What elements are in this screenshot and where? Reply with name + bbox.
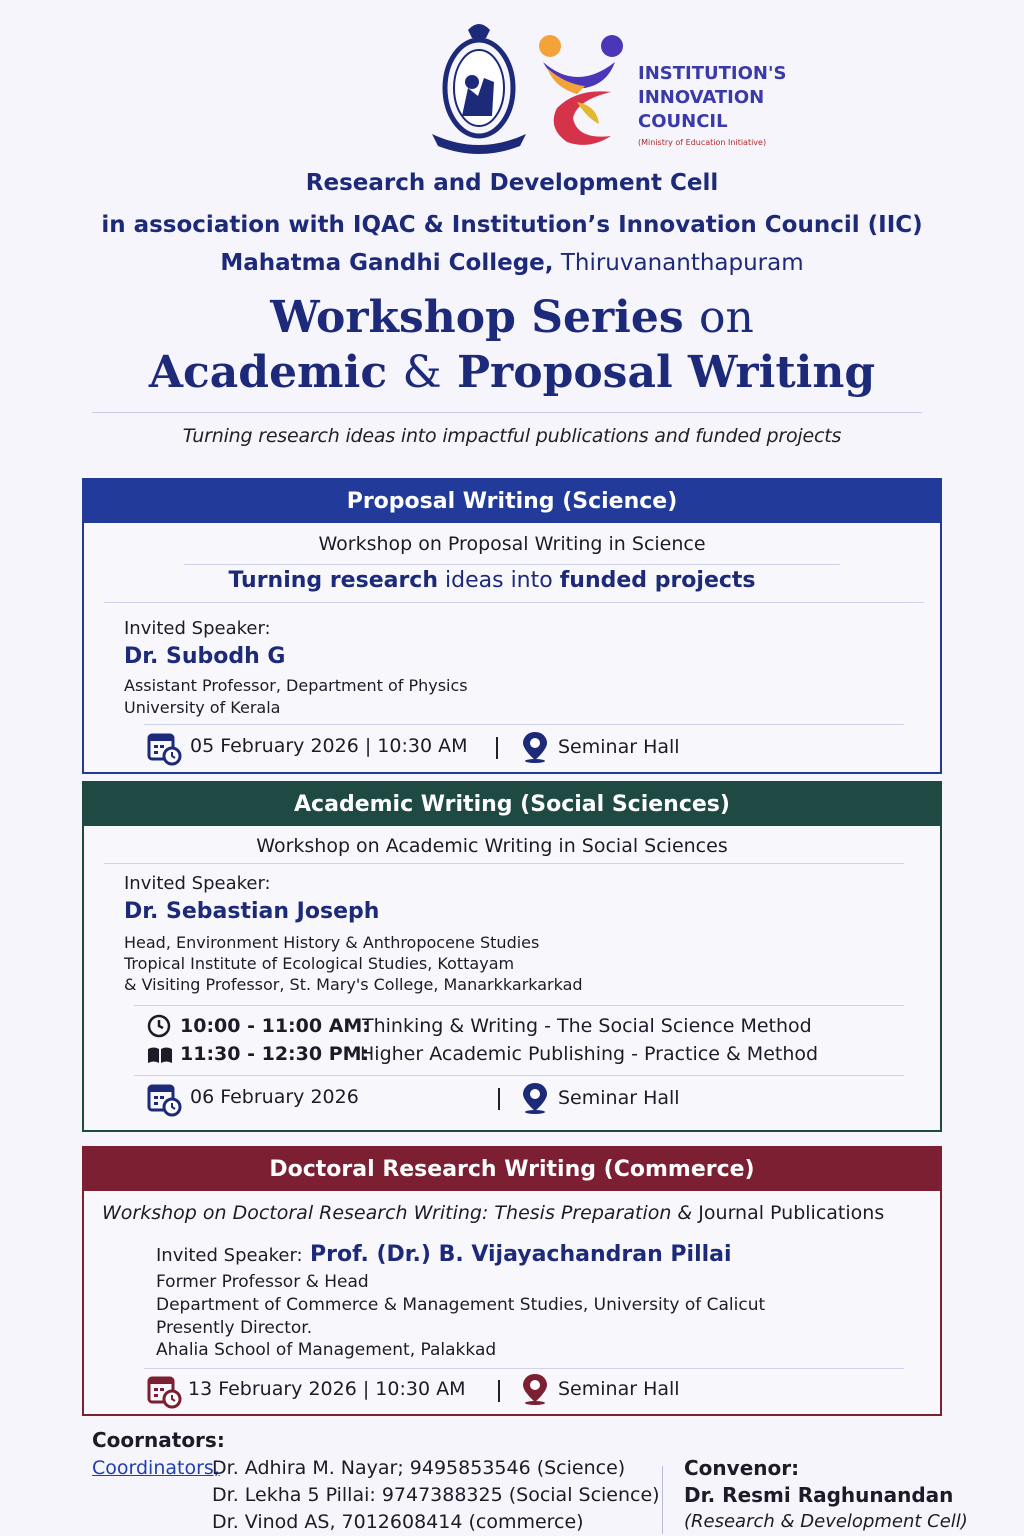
schedule-time: 11:30 - 12:30 PM:	[180, 1043, 370, 1065]
session-venue: Seminar Hall	[558, 1087, 680, 1109]
calendar-icon	[146, 730, 182, 766]
coordinators-heading: Coornators:	[92, 1428, 225, 1452]
iic-name: INSTITUTION'S INNOVATION COUNCIL	[638, 63, 787, 132]
separator	[498, 1088, 500, 1110]
schedule-topic: Higher Academic Publishing - Practice & Method	[360, 1043, 819, 1065]
session-subtitle: Workshop on Academic Writing in Social Sciences	[256, 835, 728, 857]
divider	[144, 1368, 904, 1369]
speaker-label: Invited Speaker:	[156, 1245, 303, 1266]
session-card-science	[82, 478, 942, 774]
session-date-time: 13 February 2026 | 10:30 AM	[188, 1378, 466, 1400]
page-title-line-2: Academic & Proposal Writing	[148, 347, 876, 398]
location-pin-icon	[520, 1081, 550, 1115]
speaker-affiliation: Head, Environment History & Anthropocene Studies	[124, 933, 540, 952]
coordinator-item: Dr. Lekha 5 Pillai: 9747388325 (Social Science)	[212, 1484, 660, 1506]
separator	[498, 1380, 500, 1402]
divider	[134, 1075, 904, 1076]
session-card-social-sciences	[82, 781, 942, 1132]
separator	[496, 737, 498, 759]
speaker-label: Invited Speaker:	[124, 873, 271, 894]
calendar-icon	[146, 1373, 182, 1409]
session-subtitle: Workshop on Proposal Writing in Science	[318, 533, 706, 555]
clock-icon	[146, 1013, 172, 1039]
footer-divider	[662, 1466, 663, 1534]
location-pin-icon	[520, 730, 550, 764]
coordinators-link[interactable]: Coordinators,	[92, 1457, 220, 1479]
convenor-heading: Convenor:	[684, 1456, 800, 1480]
speaker-name: Prof. (Dr.) B. Vijayachandran Pillai	[310, 1242, 732, 1267]
session-heading: Academic Writing (Social Sciences)	[84, 783, 940, 826]
speaker-affiliation: Assistant Professor, Department of Physics	[124, 676, 468, 695]
session-card-commerce	[82, 1146, 942, 1416]
convenor-role: (Research & Development Cell)	[684, 1511, 968, 1532]
iic-logo	[537, 32, 637, 150]
speaker-affiliation: Department of Commerce & Management Studies, University of Calicut	[156, 1295, 766, 1315]
session-date-time: 05 February 2026 | 10:30 AM	[190, 735, 468, 757]
session-venue: Seminar Hall	[558, 736, 680, 758]
organizer-line-1: Research and Development Cell	[305, 170, 719, 196]
location-pin-icon	[520, 1372, 550, 1406]
speaker-label: Invited Speaker:	[124, 618, 271, 639]
divider	[104, 602, 924, 603]
iic-ministry-text: (Ministry of Education Initiative)	[638, 138, 767, 147]
tagline: Turning research ideas into impactful publications and funded projects	[182, 425, 842, 447]
speaker-affiliation: Ahalia School of Management, Palakkad	[156, 1340, 497, 1360]
speaker-name: Dr. Sebastian Joseph	[124, 899, 380, 924]
session-date: 06 February 2026	[190, 1086, 359, 1108]
divider	[104, 863, 904, 864]
session-tagline: Turning research ideas into funded projects	[228, 568, 756, 593]
calendar-icon	[146, 1081, 182, 1117]
coordinator-item: Dr. Adhira M. Nayar; 9495853546 (Science)	[212, 1457, 626, 1479]
session-heading: Doctoral Research Writing (Commerce)	[84, 1148, 940, 1191]
schedule-time: 10:00 - 11:00 AM:	[180, 1015, 370, 1037]
speaker-affiliation: Presently Director.	[156, 1318, 313, 1338]
session-heading: Proposal Writing (Science)	[84, 480, 940, 523]
speaker-name: Dr. Subodh G	[124, 644, 286, 669]
speaker-affiliation: University of Kerala	[124, 698, 281, 717]
convenor-name: Dr. Resmi Raghunandan	[684, 1483, 954, 1507]
session-subtitle: Workshop on Doctoral Research Writing: Thesis Preparation & Journal Publications	[102, 1202, 885, 1224]
college-seal-logo	[428, 16, 530, 158]
organizer-line-3: Mahatma Gandhi College, Thiruvananthapuram	[220, 250, 804, 276]
session-venue: Seminar Hall	[558, 1378, 680, 1400]
speaker-affiliation: Tropical Institute of Ecological Studies, Kottayam	[124, 954, 515, 973]
schedule-topic: Thinking & Writing - The Social Science Method	[362, 1015, 812, 1037]
open-book-icon	[146, 1045, 174, 1065]
divider	[134, 1005, 904, 1006]
header-divider	[92, 412, 922, 413]
speaker-affiliation: & Visiting Professor, St. Mary's College, Manarkkarkarkad	[124, 975, 583, 994]
organizer-line-2: in association with IQAC & Institution’s Innovation Council (IIC)	[101, 212, 923, 238]
divider	[184, 564, 840, 565]
coordinator-item: Dr. Vinod AS, 7012608414 (commerce)	[212, 1511, 584, 1533]
page-title-line-1: Workshop Series on	[270, 292, 754, 343]
divider	[144, 724, 904, 725]
speaker-affiliation: Former Professor & Head	[156, 1272, 369, 1292]
